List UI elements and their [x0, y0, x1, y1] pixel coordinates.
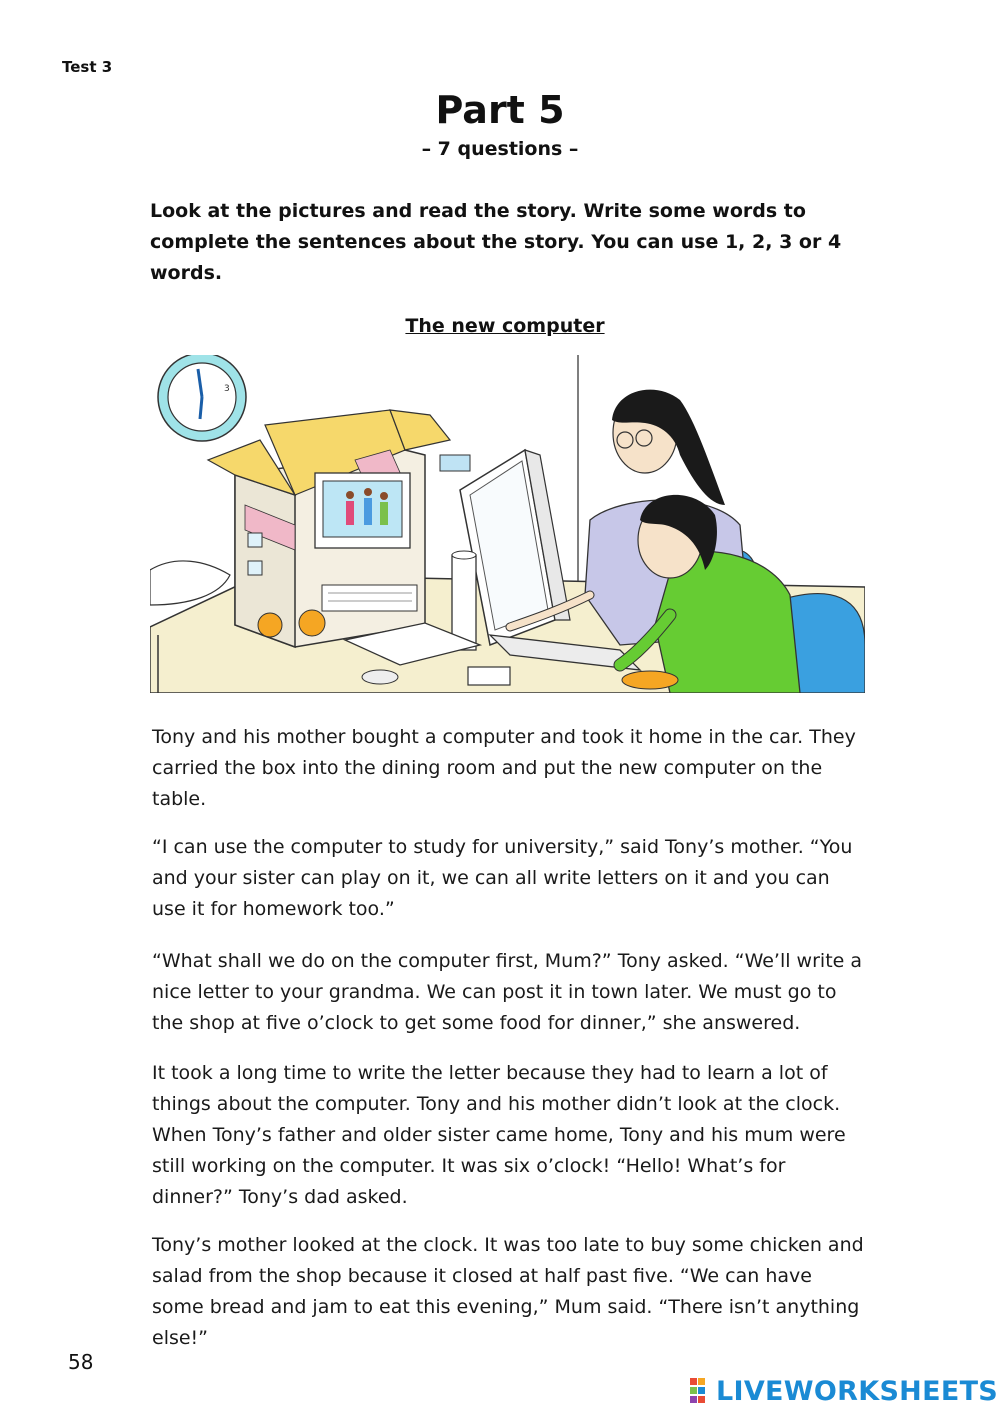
story-paragraph-2: “I can use the computer to study for university,” said Tony’s mother. “You and your sister can play on it, we can all write letters on it and you can use it for homework too.” [152, 836, 853, 920]
liveworksheets-logo [690, 1376, 998, 1406]
clock-icon [158, 355, 246, 441]
story-paragraph-5: Tony’s mother looked at the clock. It was too late to buy some chicken and salad from the shop because it closed at half past five. “We can have some bread and jam to eat this evening,” Mum said. “There isn’t anything else!” [152, 1234, 864, 1349]
computer-scene-illustration [150, 355, 865, 693]
clock-numeral: 3 [224, 384, 230, 394]
instructions: Look at the pictures and read the story. Write some words to complete the sentences about the story. You can use 1, 2, 3 or 4 words. [150, 200, 842, 284]
part-title: Part 5 [435, 88, 565, 132]
story-paragraph-4: It took a long time to write the letter because they had to learn a lot of things about the computer. Tony and his mother didn’t look at the clock. When Tony’s father and older sister came home, Tony and his mum were still working on the computer. It was six o’clock! “Hello! What’s for dinner?” Tony’s dad asked. [152, 1062, 846, 1208]
liveworksheets-logo-icon [690, 1378, 714, 1404]
story-paragraph-3: “What shall we do on the computer first, Mum?” Tony asked. “We’ll write a nice letter to your grandma. We can post it in town later. We must go to the shop at five o’clock to get some food for dinner,” she answered. [152, 950, 863, 1034]
computer-box [208, 410, 450, 647]
brand-name: LIVEWORKSHEETS [716, 1375, 999, 1407]
test-label: Test 3 [62, 58, 113, 76]
part-subtitle: – 7 questions – [421, 138, 579, 160]
story-paragraph-1: Tony and his mother bought a computer and took it home in the car. They carried the box into the dining room and put the new computer on the table. [152, 726, 856, 810]
story-title: The new computer [405, 315, 605, 337]
page-number: 58 [68, 1350, 94, 1374]
